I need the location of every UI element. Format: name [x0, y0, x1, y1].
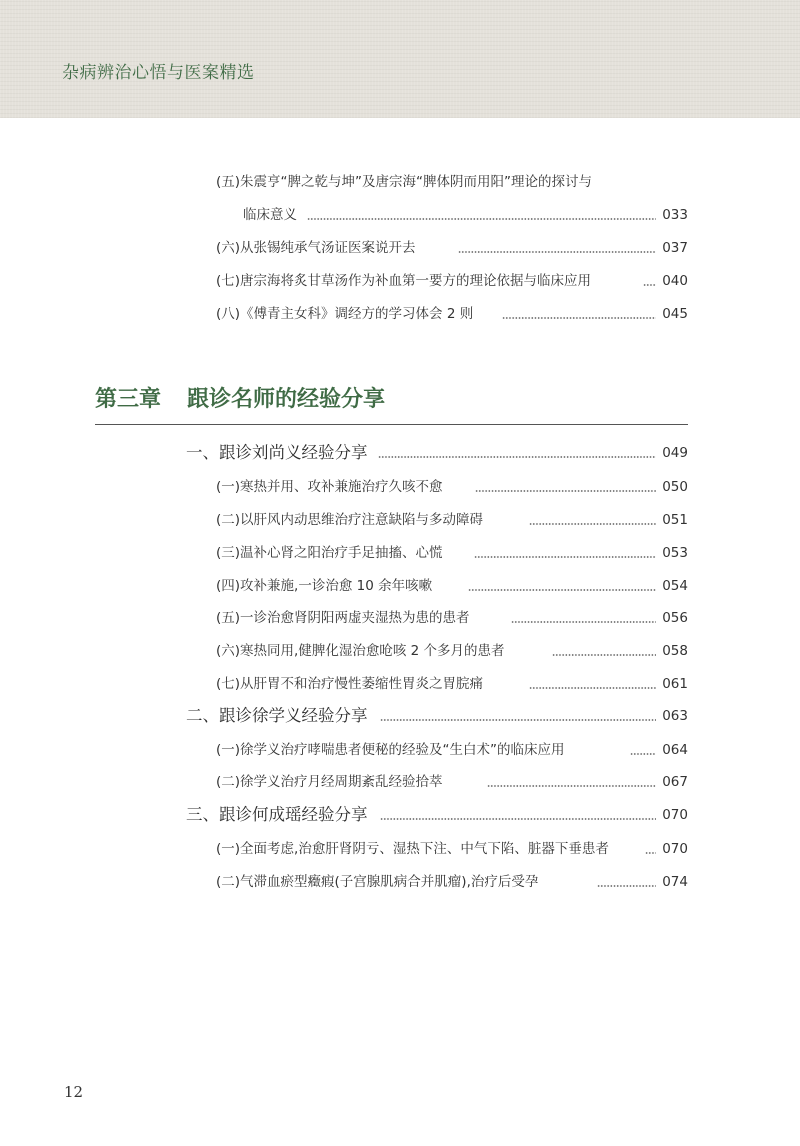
page-header	[0, 0, 800, 118]
leader-dots	[380, 818, 656, 820]
leader-dots	[643, 284, 656, 286]
toc-section-text: 一、跟诊刘尚义经验分享	[186, 443, 368, 462]
toc-entry-page: 061	[662, 676, 688, 692]
toc-entry-text: (二)以肝风内动思维治疗注意缺陷与多动障碍	[216, 512, 484, 528]
toc-entry-page: 051	[662, 512, 688, 528]
toc-entry-text: (二)气滞血瘀型癥瘕(子宫腺肌病合并肌瘤),治疗后受孕	[216, 874, 539, 890]
toc-entry-page: 070	[662, 841, 688, 857]
toc-section-page: 070	[662, 807, 688, 823]
toc-entry[interactable]	[0, 575, 800, 597]
toc-entry-text: (六)寒热同用,健脾化湿治愈呛咳 2 个多月的患者	[216, 643, 505, 659]
toc-entry-text: (七)从肝胃不和治疗慢性萎缩性胃炎之胃脘痛	[216, 676, 484, 692]
toc-entry-text: (二)徐学义治疗月经周期紊乱经验拾萃	[216, 774, 443, 790]
toc-section-text: 二、跟诊徐学义经验分享	[186, 706, 368, 725]
toc-entry[interactable]	[0, 673, 800, 695]
leader-dots	[529, 523, 656, 525]
toc-entry-page: 033	[662, 207, 688, 223]
leader-dots	[487, 785, 656, 787]
chapter-divider	[95, 424, 688, 425]
toc-entry[interactable]	[0, 509, 800, 531]
toc-entry-text: (六)从张锡纯承气汤证医案说开去	[216, 240, 416, 256]
chapter-heading	[95, 382, 385, 413]
leader-dots	[630, 753, 656, 755]
toc-entry-page: 067	[662, 774, 688, 790]
toc-entry-page: 040	[662, 273, 688, 289]
leader-dots	[380, 719, 656, 721]
leader-dots	[645, 852, 656, 854]
toc-entry-page: 037	[662, 240, 688, 256]
leader-dots	[468, 589, 656, 591]
toc-entry-page: 056	[662, 610, 688, 626]
toc-entry-text: (一)全面考虑,治愈肝肾阴亏、湿热下注、中气下陷、脏器下垂患者	[216, 841, 609, 857]
toc-section-text: 三、跟诊何成瑶经验分享	[186, 805, 368, 824]
toc-section-page: 049	[662, 445, 688, 461]
leader-dots	[552, 654, 656, 656]
toc-entry-page: 054	[662, 578, 688, 594]
leader-dots	[511, 621, 656, 623]
leader-dots	[458, 251, 656, 253]
leader-dots	[529, 687, 656, 689]
toc-entry-text: (一)徐学义治疗哮喘患者便秘的经验及“生白术”的临床应用	[216, 742, 565, 758]
toc-entry[interactable]	[0, 838, 800, 860]
toc-entry-text: (五)一诊治愈肾阴阳两虚夹湿热为患的患者	[216, 610, 470, 626]
toc-section[interactable]	[0, 705, 800, 727]
toc-entry-text: (三)温补心肾之阳治疗手足抽搐、心慌	[216, 545, 443, 561]
toc-entry-text: (一)寒热并用、攻补兼施治疗久咳不愈	[216, 479, 443, 495]
leader-dots	[307, 218, 656, 220]
toc-entry-text: (八)《傅青主女科》调经方的学习体会 2 则	[216, 306, 474, 322]
toc-entry[interactable]	[0, 204, 800, 226]
toc-entry[interactable]	[0, 476, 800, 498]
toc-entry[interactable]	[0, 640, 800, 662]
page-number: 12	[64, 1083, 84, 1101]
book-title: 杂病辨治心悟与医案精选	[62, 63, 255, 83]
toc-entry-page: 058	[662, 643, 688, 659]
toc-entry[interactable]	[0, 171, 800, 193]
toc-entry[interactable]	[0, 237, 800, 259]
toc-entry-text: (七)唐宗海将炙甘草汤作为补血第一要方的理论依据与临床应用	[216, 273, 592, 289]
toc-section[interactable]	[0, 804, 800, 826]
chapter-title: 跟诊名师的经验分享	[187, 387, 386, 412]
leader-dots	[502, 317, 656, 319]
leader-dots	[378, 456, 656, 458]
toc-entry-text: 临床意义	[243, 207, 297, 223]
chapter-number: 第三章	[95, 387, 162, 412]
toc-section[interactable]	[0, 442, 800, 464]
toc-entry-page: 045	[662, 306, 688, 322]
toc-entry-page: 050	[662, 479, 688, 495]
toc-entry-page: 053	[662, 545, 688, 561]
toc-entry[interactable]	[0, 303, 800, 325]
toc-entry[interactable]	[0, 739, 800, 761]
toc-entry[interactable]	[0, 542, 800, 564]
toc-entry-text: (四)攻补兼施,一诊治愈 10 余年咳嗽	[216, 578, 433, 594]
toc-section-page: 063	[662, 708, 688, 724]
leader-dots	[597, 885, 656, 887]
toc-entry-text: (五)朱震亨“脾之乾与坤”及唐宗海“脾体阴而用阳”理论的探讨与	[216, 174, 593, 190]
toc-entry-page: 064	[662, 742, 688, 758]
toc-entry[interactable]	[0, 771, 800, 793]
leader-dots	[475, 490, 656, 492]
toc-entry[interactable]	[0, 270, 800, 292]
toc-entry[interactable]	[0, 607, 800, 629]
leader-dots	[474, 556, 656, 558]
toc-entry[interactable]	[0, 871, 800, 893]
toc-entry-page: 074	[662, 874, 688, 890]
